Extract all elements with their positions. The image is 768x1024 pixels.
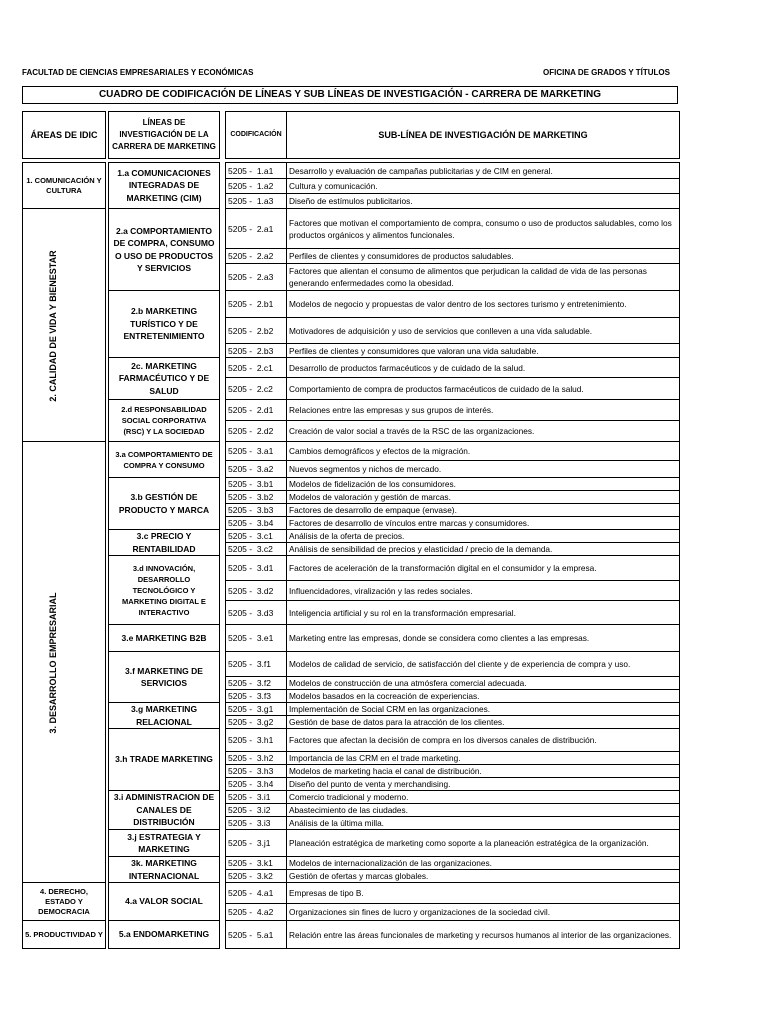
line-cell: 1.a COMUNICACIONES INTEGRADAS DE MARKETING (CIM) (108, 162, 220, 209)
subline-cell: Factores que motivan el comportamiento de compra, consumo o uso de productos saludables, como los productos orgánicos y alimentos funcionales. (286, 208, 680, 249)
subline-cell: Comercio tradicional y moderno. (286, 790, 680, 804)
code-cell: 5205 - 2.d2 (225, 420, 287, 442)
subline-cell: Desarrollo y evaluación de campañas publicitarias y de CIM en general. (286, 162, 680, 179)
code-cell: 5205 - 3.c2 (225, 542, 287, 556)
code-cell: 5205 - 4.a2 (225, 903, 287, 921)
subline-cell: Modelos de fidelización de los consumidores. (286, 477, 680, 491)
code-cell: 5205 - 2.b2 (225, 317, 287, 344)
subline-cell: Marketing entre las empresas, donde se considera como clientes a las empresas. (286, 624, 680, 652)
line-cell: 3.d INNOVACIÓN, DESARROLLO TECNOLÓGICO Y MARKETING DIGITAL E INTERACTIVO (108, 555, 220, 625)
line-cell: 2.d RESPONSABILIDAD SOCIAL CORPORATIVA (RSC) Y LA SOCIEDAD (108, 399, 220, 442)
subline-cell: Modelos de valoración y gestión de marcas. (286, 490, 680, 504)
subline-cell: Factores de desarrollo de empaque (envase). (286, 503, 680, 517)
subline-cell: Análisis de la última milla. (286, 816, 680, 830)
page-title: CUADRO DE CODIFICACIÓN DE LÍNEAS Y SUB LÍNEAS DE INVESTIGACIÓN - CARRERA DE MARKETING (22, 86, 678, 104)
line-cell: 2.a COMPORTAMIENTO DE COMPRA, CONSUMO O USO DE PRODUCTOS Y SERVICIOS (108, 208, 220, 291)
subline-cell: Influencidadores, viralización y las redes sociales. (286, 580, 680, 601)
subline-cell: Relaciones entre las empresas y sus grupos de interés. (286, 399, 680, 421)
code-cell: 5205 - 3.i1 (225, 790, 287, 804)
subline-cell: Empresas de tipo B. (286, 882, 680, 904)
area-label: 3. DESARROLLO EMPRESARIAL (48, 592, 58, 734)
area-cell: 1. COMUNICACIÓN Y CULTURA (22, 162, 106, 209)
area-cell (22, 441, 106, 883)
line-cell: 3.h TRADE MARKETING (108, 728, 220, 791)
code-cell: 5205 - 2.a1 (225, 208, 287, 249)
code-cell: 5205 - 3.a1 (225, 441, 287, 461)
subline-cell: Análisis de la oferta de precios. (286, 529, 680, 543)
subline-cell: Modelos de marketing hacia el canal de distribución. (286, 764, 680, 778)
subline-cell: Cambios demográficos y efectos de la migración. (286, 441, 680, 461)
code-cell: 5205 - 3.g2 (225, 715, 287, 729)
subline-cell: Modelos basados en la cocreación de experiencias. (286, 689, 680, 703)
code-cell: 5205 - 3.d3 (225, 600, 287, 625)
line-cell: 3.j ESTRATEGIA Y MARKETING (108, 829, 220, 857)
subline-cell: Abastecimiento de las ciudades. (286, 803, 680, 817)
subline-cell: Factores de desarrollo de vínculos entre marcas y consumidores. (286, 516, 680, 530)
subline-cell: Modelos de negocio y propuestas de valor dentro de los sectores turismo y entretenimiento. (286, 290, 680, 318)
code-cell: 5205 - 3.a2 (225, 460, 287, 478)
code-cell: 5205 - 3.h4 (225, 777, 287, 791)
subline-cell: Factores que afectan la decisión de compra en los diversos canales de distribución. (286, 728, 680, 752)
area-cell: 4. DERECHO, ESTADO Y DEMOCRACIA (22, 882, 106, 921)
subline-cell: Gestión de ofertas y marcas globales. (286, 869, 680, 883)
code-cell: 5205 - 3.b1 (225, 477, 287, 491)
code-cell: 5205 - 3.f1 (225, 651, 287, 677)
code-cell: 5205 - 2.a2 (225, 248, 287, 264)
subline-cell: Factores que alientan el consumo de alimentos que perjudican la calidad de vida de las personas generando enfermedades como la obesidad. (286, 263, 680, 291)
line-cell: 2c. MARKETING FARMACÉUTICO Y DE SALUD (108, 357, 220, 400)
subline-cell: Comportamiento de compra de productos farmacéuticos de cuidado de la salud. (286, 377, 680, 400)
subline-cell: Cultura y comunicación. (286, 178, 680, 194)
area-cell: 5. PRODUCTIVIDAD Y (22, 920, 106, 949)
col-header-subline: SUB-LÍNEA DE INVESTIGACIÓN DE MARKETING (286, 111, 680, 159)
code-cell: 5205 - 2.d1 (225, 399, 287, 421)
line-cell: 4.a VALOR SOCIAL (108, 882, 220, 921)
subline-cell: Modelos de calidad de servicio, de satisfacción del cliente y de experiencia de compra y uso. (286, 651, 680, 677)
code-cell: 5205 - 5.a1 (225, 920, 287, 949)
code-cell: 5205 - 3.b3 (225, 503, 287, 517)
subline-cell: Diseño de estímulos publicitarios. (286, 193, 680, 209)
code-cell: 5205 - 3.j1 (225, 829, 287, 857)
code-cell: 5205 - 2.b1 (225, 290, 287, 318)
code-cell: 5205 - 3.b4 (225, 516, 287, 530)
line-cell: 3.a COMPORTAMIENTO DE COMPRA Y CONSUMO (108, 441, 220, 478)
code-cell: 5205 - 3.h1 (225, 728, 287, 752)
code-cell: 5205 - 3.b2 (225, 490, 287, 504)
subline-cell: Creación de valor social a través de la RSC de las organizaciones. (286, 420, 680, 442)
line-cell: 3.e MARKETING B2B (108, 624, 220, 652)
code-cell: 5205 - 3.e1 (225, 624, 287, 652)
subline-cell: Modelos de internacionalización de las organizaciones. (286, 856, 680, 870)
code-cell: 5205 - 3.k2 (225, 869, 287, 883)
code-cell: 5205 - 2.c2 (225, 377, 287, 400)
code-cell: 5205 - 1.a3 (225, 193, 287, 209)
code-cell: 5205 - 3.i2 (225, 803, 287, 817)
code-cell: 5205 - 1.a1 (225, 162, 287, 179)
col-header-code: CODIFICACIÓN (225, 111, 287, 159)
code-cell: 5205 - 3.k1 (225, 856, 287, 870)
code-cell: 5205 - 3.c1 (225, 529, 287, 543)
subline-cell: Relación entre las áreas funcionales de marketing y recursos humanos al interior de las organizaciones. (286, 920, 680, 949)
line-cell: 5.a ENDOMARKETING (108, 920, 220, 949)
subline-cell: Motivadores de adquisición y uso de servicios que conlleven a una vida saludable. (286, 317, 680, 344)
line-cell: 3.i ADMINISTRACION DE CANALES DE DISTRIBUCIÓN (108, 790, 220, 830)
line-cell: 3.f MARKETING DE SERVICIOS (108, 651, 220, 703)
code-cell: 5205 - 3.f3 (225, 689, 287, 703)
subline-cell: Nuevos segmentos y nichos de mercado. (286, 460, 680, 478)
area-label: 2. CALIDAD DE VIDA Y BIENESTAR (48, 250, 58, 402)
code-cell: 5205 - 3.h3 (225, 764, 287, 778)
code-cell: 5205 - 2.c1 (225, 357, 287, 378)
code-cell: 5205 - 1.a2 (225, 178, 287, 194)
area-cell (22, 208, 106, 442)
subline-cell: Inteligencia artificial y su rol en la transformación empresarial. (286, 600, 680, 625)
subline-cell: Planeación estratégica de marketing como soporte a la planeación estratégica de la organización. (286, 829, 680, 857)
col-header-lines: LÍNEAS DE INVESTIGACIÓN DE LA CARRERA DE MARKETING (108, 111, 220, 159)
code-cell: 5205 - 3.g1 (225, 702, 287, 716)
code-cell: 5205 - 3.d2 (225, 580, 287, 601)
subline-cell: Implementación de Social CRM en las organizaciones. (286, 702, 680, 716)
line-cell: 3.g MARKETING RELACIONAL (108, 702, 220, 729)
code-cell: 5205 - 2.b3 (225, 343, 287, 358)
subline-cell: Factores de aceleración de la transformación digital en el consumidor y la empresa. (286, 555, 680, 581)
code-cell: 5205 - 4.a1 (225, 882, 287, 904)
subline-cell: Perfiles de clientes y consumidores de productos saludables. (286, 248, 680, 264)
code-cell: 5205 - 3.f2 (225, 676, 287, 690)
col-header-areas: ÁREAS DE IDIC (22, 111, 106, 159)
subline-cell: Análisis de sensibilidad de precios y elasticidad / precio de la demanda. (286, 542, 680, 556)
subline-cell: Perfiles de clientes y consumidores que valoran una vida saludable. (286, 343, 680, 358)
subline-cell: Diseño del punto de venta y merchandising. (286, 777, 680, 791)
subline-cell: Importancia de las CRM en el trade marketing. (286, 751, 680, 765)
subline-cell: Modelos de construcción de una atmósfera comercial adecuada. (286, 676, 680, 690)
subline-cell: Gestión de base de datos para la atracción de los clientes. (286, 715, 680, 729)
code-cell: 5205 - 3.i3 (225, 816, 287, 830)
line-cell: 3.c PRECIO Y RENTABILIDAD (108, 529, 220, 556)
line-cell: 3k. MARKETING INTERNACIONAL (108, 856, 220, 883)
line-cell: 3.b GESTIÓN DE PRODUCTO Y MARCA (108, 477, 220, 530)
code-cell: 5205 - 2.a3 (225, 263, 287, 291)
line-cell: 2.b MARKETING TURÍSTICO Y DE ENTRETENIMIENTO (108, 290, 220, 358)
code-cell: 5205 - 3.h2 (225, 751, 287, 765)
subline-cell: Desarrollo de productos farmacéuticos y de cuidado de la salud. (286, 357, 680, 378)
code-cell: 5205 - 3.d1 (225, 555, 287, 581)
subline-cell: Organizaciones sin fines de lucro y organizaciones de la sociedad civil. (286, 903, 680, 921)
faculty-name: FACULTAD DE CIENCIAS EMPRESARIALES Y ECONÓMICAS (22, 68, 254, 77)
office-name: OFICINA DE GRADOS Y TÍTULOS (543, 68, 670, 77)
